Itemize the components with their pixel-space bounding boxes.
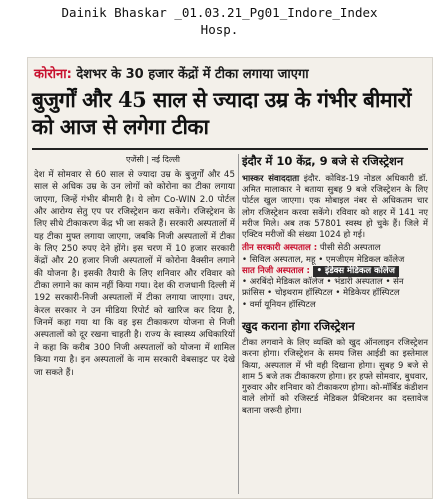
newspaper-clipping <box>28 58 432 498</box>
index-medical-college-highlight: • इंडेक्स मेडिकल कॉलेज <box>313 266 399 277</box>
pvt-hospitals-row-2: • अरबिंदो मेडिकल कॉलेज • भंडारी अस्पताल • सेन <box>242 277 404 288</box>
caption-line-1: Dainik Bhaskar _01.03.21_Pg01_Indore_Index <box>61 5 378 20</box>
article-body-left: देश में सोमवार से 60 साल से ज्यादा उम्र के बुजुर्गों और 45 साल से अधिक उम्र के उन लोगों को कोरोना का टीका लगाया जाएगा, जिन्हें गंभीर बीमारी है। ये लोग Co-WIN 2.0 पोर्टल और आरोग्य सेतु एप पर रजिस्ट्रेशन करा सकेंगे। रजिस्ट्रेशन के लिए सीधे टीकाकरण केंद्र भी जा सकते हैं। सरकारी अस्पतालों में यह टीका मुफ्त लगाया जाएगा, जबकि निजी अस्पतालों में टीका के लिए 250 रुपए देने होंगे। इस चरण में 10 हजार सरकारी केंद्रों और 20 हजार निजी अस्पतालों में कोरोना वैक्सीन लगाने की योजना है। इसकी तैयारी के लिए शनिवार और रविवार को टीका लगाने का काम नहीं किया गया। देश की राजधानी दिल्ली में 192 सरकारी-निजी अस्पतालों में टीका लगाया जाएगा। उधर, केरल सरकार ने उन मीडिया रिपोर्ट को खारिज कर दिया है, जिनमें कहा गया था कि वह इस टीकाकरण योजना से निजी अस्पतालों को दूर रखना चाहती है। राज्य के स्वास्थ्य अधिकारियों ने कहा कि करीब 300 निजी अस्पतालों को योजना में शामिल किया गया है। इन अस्पतालों के नाम सरकारी वेबसाइट पर देखे जा सकते हैं। <box>34 170 235 378</box>
kicker-label: कोरोना: <box>34 67 72 82</box>
column-divider <box>238 154 239 494</box>
article-column-right <box>242 154 428 417</box>
image-caption <box>0 4 439 38</box>
source-credit: भास्कर संवाददाता <box>242 174 300 184</box>
pvt-hospitals-row <box>242 266 428 277</box>
govt-hospitals-label: तीन सरकारी अस्पताल : <box>242 243 318 254</box>
caption-line-2: Hosp. <box>200 22 239 37</box>
indore-text: इंदौर. कोविड-19 नोडल अधिकारी डॉ. अमित मालाकार ने बताया सुबह 9 बजे रजिस्ट्रेशन के लिए पोर्टल खुल जाएगा। एक मोबाइल नंबर से अधिकतम चार लोग रजिस्ट्रेशन करवा सकेंगे। रविवार को शहर में 141 नए मरीज मिले। अब तक 57801 स्वस्थ हो चुके हैं। जिले में एक्टिव मरीजों की संख्या 1024 हो गई। <box>242 174 428 241</box>
govt-hospitals-text: पीसी सेठी अस्पताल <box>317 243 381 254</box>
subheading-indore: इंदौर में 10 केंद्र, 9 बजे से रजिस्ट्रेशन <box>242 154 404 168</box>
hospital-list <box>242 243 428 311</box>
indore-paragraph <box>242 174 428 241</box>
kicker <box>34 64 426 82</box>
pvt-hospitals-row-3: फ्रांसिस • चोइथराम हॉस्पिटल • मेडिकेयर हॉस्पिटल <box>242 288 400 299</box>
kicker-text: देशभर के 30 हजार केंद्रों में टीका लगाया जाएगा <box>71 67 309 82</box>
govt-hospitals-row-2: • सिविल अस्पताल, महू • एमजीएम मेडिकल कॉलेज <box>242 254 405 265</box>
article-column-left <box>34 169 235 379</box>
byline: एजेंसी | नई दिल्ली <box>126 155 180 164</box>
headline-rule <box>32 148 428 150</box>
govt-hospitals-row <box>242 243 428 254</box>
registration-paragraph: टीका लगवाने के लिए व्यक्ति को खुद ऑनलाइन रजिस्ट्रेशन करना होगा। रजिस्ट्रेशन के समय जिस आईडी का इस्तेमाल किया, अस्पताल में भी वही दिखाना होगा। सुबह 9 बजे से शाम 5 बजे तक टीकाकरण होगा। हर हफ्ते सोमवार, बुधवार, गुरुवार और शनिवार को टीकाकरण होगा। को-मॉर्बिड कंडीशन वाले लोगों को रजिस्टर्ड मेडिकल प्रैक्टिशनर का दस्तावेज बताना जरूरी होगा। <box>242 338 428 416</box>
headline: बुजुर्गों और 45 साल से ज्यादा उम्र के गंभीर बीमारों को आज से लगेगा टीका <box>32 87 411 139</box>
pvt-hospitals-label: सात निजी अस्पताल : <box>242 265 310 276</box>
pvt-hospitals-row-4: • वर्मा यूनियन हॉस्पिटल <box>242 299 316 310</box>
subheading-registration: खुद कराना होगा रजिस्ट्रेशन <box>242 319 355 333</box>
